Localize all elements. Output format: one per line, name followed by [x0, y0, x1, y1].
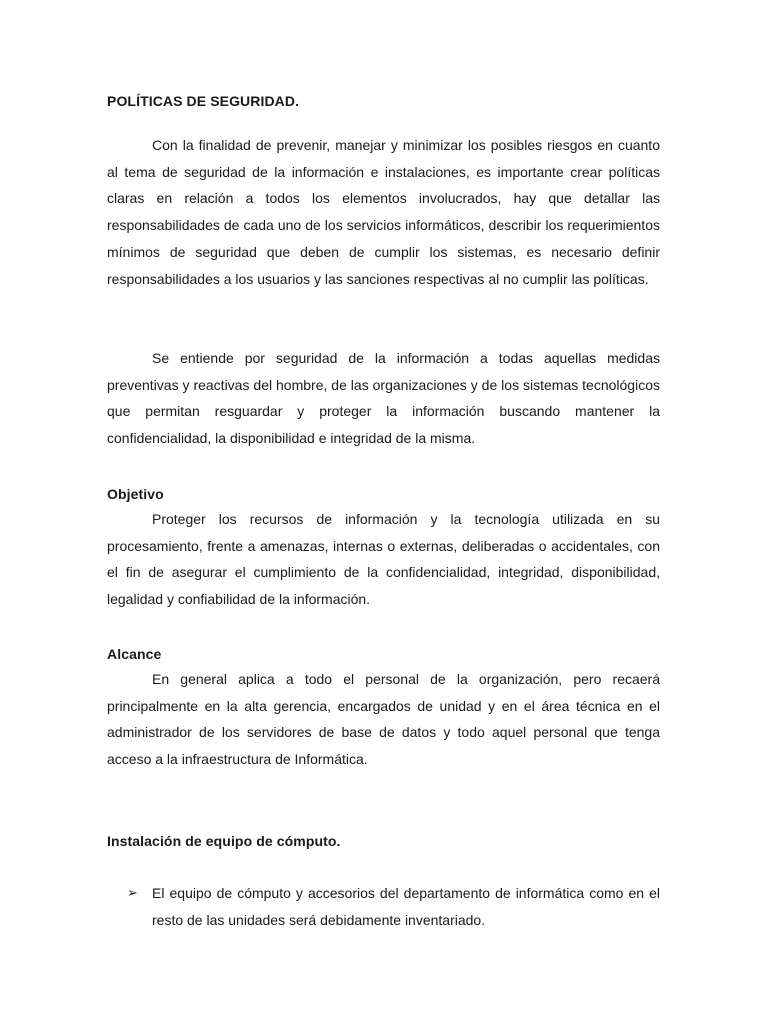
- instalacion-heading: Instalación de equipo de cómputo.: [107, 833, 341, 849]
- definition-paragraph: Se entiende por seguridad de la información a todas aquellas medidas preventivas y reactivas del hombre, de las organizaciones y de los sistemas tecnológicos que permitan resguardar y proteger la información buscando mantener la confidencialidad, la disponibilidad e integridad de la misma.: [107, 350, 660, 447]
- arrow-bullet-icon: ➢: [127, 885, 138, 900]
- intro-paragraph: Con la finalidad de prevenir, manejar y minimizar los posibles riesgos en cuanto al tema de seguridad de la información e instalaciones, es importante crear políticas claras en relación a todos los elementos involucrados, hay que detallar las responsabilidades de cada uno de los servicios informáticos, describir los requerimientos mínimos de seguridad que deben de cumplir los sistemas, es necesario definir responsabilidades a los usuarios y las sanciones respectivas al no cumplir las políticas.: [107, 137, 660, 287]
- document-title: POLÍTICAS DE SEGURIDAD.: [107, 93, 300, 109]
- bullet-text: El equipo de cómputo y accesorios del departamento de informática como en el resto de las unidades será debidamente inventariado.: [152, 885, 660, 928]
- alcance-heading: Alcance: [107, 646, 162, 662]
- objetivo-heading: Objetivo: [107, 486, 164, 502]
- alcance-paragraph: En general aplica a todo el personal de la organización, pero recaerá principalmente en la alta gerencia, encargados de unidad y en el área técnica en el administrador de los servidores de base de datos y todo aquel personal que tenga acceso a la infraestructura de Informática.: [107, 671, 660, 768]
- bullet-list-item: [127, 880, 660, 933]
- objetivo-paragraph: Proteger los recursos de información y la tecnología utilizada en su procesamiento, frente a amenazas, internas o externas, deliberadas o accidentales, con el fin de asegurar el cumplimiento de la confidencialidad, integridad, disponibilidad, legalidad y confiabilidad de la información.: [107, 511, 660, 608]
